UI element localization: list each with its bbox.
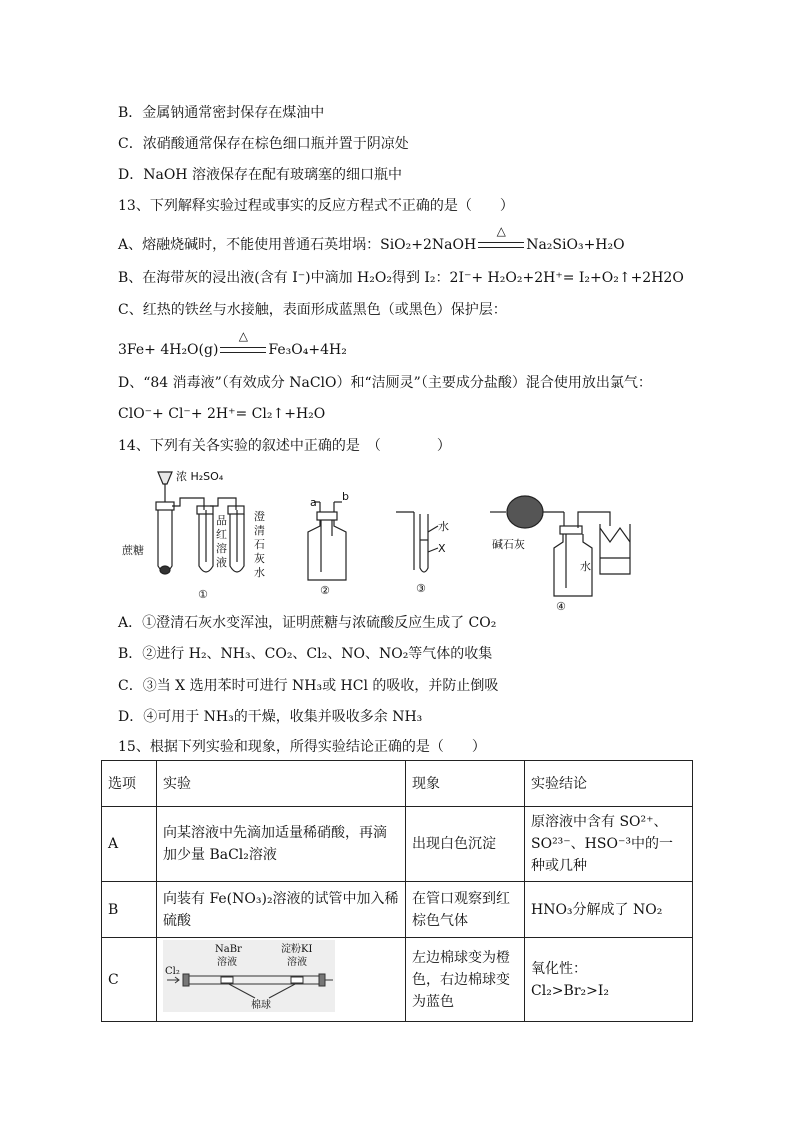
x-label: X: [438, 542, 446, 555]
conclusion-value: Cl₂>Br₂>I₂: [531, 982, 609, 999]
port-a-label: a: [310, 496, 317, 509]
q13-option-c-equation: [118, 329, 347, 359]
q14-option-d: D．④可用于 NH₃的干燥，收集并吸收多余 NH₃: [118, 709, 423, 725]
row-conclusion: [525, 938, 693, 1022]
pinred-label-2: 红: [216, 528, 227, 541]
q13-option-d-equation: ClO⁻+ Cl⁻+ 2H⁺= Cl₂↑+H₂O: [118, 406, 326, 422]
q12-option-b: B．金属钠通常密封保存在煤油中: [118, 105, 325, 121]
pinred-label-4: 液: [216, 556, 227, 569]
nabr-label-2: 溶液: [217, 957, 237, 968]
row-option: C: [102, 938, 157, 1022]
q13-c-right: Fe₃O₄+4H₂: [268, 342, 347, 358]
limewater-label-1: 澄: [254, 510, 265, 523]
table-row: [102, 938, 693, 1022]
apparatus-number-4: ④: [556, 600, 566, 613]
q14-option-a: A．①澄清石灰水变浑浊，证明蔗糖与浓硫酸反应生成了 CO₂: [118, 615, 497, 631]
q13-option-d: D、“84 消毒液”（有效成分 NaClO）和“洁厕灵”（主要成分盐酸）混合使用放出氯气：: [118, 375, 652, 391]
apparatus-figure: [120, 462, 680, 613]
row-option: B: [102, 882, 157, 938]
row-conclusion: HNO₃分解成了 NO₂: [525, 882, 693, 938]
q13-option-a: [118, 224, 625, 254]
limewater-label-3: 石: [254, 538, 265, 551]
row-phenomenon: 左边棉球变为橙色，右边棉球变为蓝色: [406, 938, 525, 1022]
q14-option-c: C．③当 X 选用苯时可进行 NH₃或 HCl 的吸收，并防止倒吸: [118, 678, 499, 694]
row-experiment-figure: [157, 938, 406, 1022]
limewater-label-2: 清: [254, 524, 265, 537]
q15-stem: 15、根据下列实验和现象，所得实验结论正确的是（ ）: [118, 739, 486, 755]
q13-a-left: SiO₂+2NaOH: [380, 237, 477, 253]
sodalime-label: 碱石灰: [492, 538, 525, 551]
q15-table: [101, 760, 693, 1022]
halogen-tube-figure: [163, 940, 335, 1012]
header-phenomenon: 现象: [406, 761, 525, 807]
row-conclusion: 原溶液中含有 SO²⁺、SO²³⁻、HSO⁻³中的一种或几种: [525, 807, 693, 882]
header-option: 选项: [102, 761, 157, 807]
cl2-label: Cl₂: [165, 966, 180, 977]
row-option: A: [102, 807, 157, 882]
q14-stem: 14、下列有关各实验的叙述中正确的是 （ ）: [118, 438, 451, 454]
q14-option-b: B．②进行 H₂、NH₃、CO₂、Cl₂、NO、NO₂等气体的收集: [118, 646, 493, 662]
row-phenomenon: 在管口观察到红棕色气体: [406, 882, 525, 938]
q13-b-text: B、在海带灰的浸出液(含有 I⁻)中滴加 H₂O₂得到 I₂：: [118, 270, 450, 286]
table-header-row: [102, 761, 693, 807]
sugar-label: 蔗糖: [122, 544, 144, 557]
q13-option-c: C、红热的铁丝与水接触，表面形成蓝黑色（或黑色）保护层：: [118, 302, 507, 318]
conclusion-title: 氧化性：: [531, 960, 587, 977]
acid-label: 浓 H₂SO₄: [176, 470, 224, 483]
row-experiment: 向某溶液中先滴加适量稀硝酸，再滴加少量 BaCl₂溶液: [157, 807, 406, 882]
table-row: [102, 807, 693, 882]
q13-a-text: A、熔融烧碱时，不能使用普通石英坩埚：: [118, 237, 381, 253]
row-experiment: 向装有 Fe(NO₃)₂溶液的试管中加入稀硫酸: [157, 882, 406, 938]
pinred-label-3: 溶: [216, 542, 227, 555]
q13-b-equation: 2I⁻+ H₂O₂+2H⁺= I₂+O₂↑+2H2O: [449, 270, 684, 286]
ki-label-1: 淀粉KI: [281, 944, 313, 955]
row-phenomenon: 出现白色沉淀: [406, 807, 525, 882]
port-b-label: b: [342, 490, 349, 503]
limewater-label-5: 水: [254, 566, 265, 579]
q12-option-c: C．浓硝酸通常保存在棕色细口瓶并置于阴凉处: [118, 136, 409, 152]
water4-label: 水: [580, 560, 591, 573]
cotton-label: 棉球: [251, 1000, 271, 1011]
pinred-label-1: 品: [216, 514, 227, 527]
heating-condition: △: [220, 342, 266, 356]
ki-label-2: 溶液: [287, 957, 307, 968]
apparatus-number-2: ②: [320, 584, 330, 597]
water-label: 水: [438, 520, 449, 533]
q13-c-left: 3Fe+ 4H₂O(g): [118, 342, 219, 358]
header-experiment: 实验: [157, 761, 406, 807]
q13-option-b: [118, 269, 684, 287]
q12-option-d: D．NaOH 溶液保存在配有玻璃塞的细口瓶中: [118, 167, 402, 183]
apparatus-number-1: ①: [198, 588, 208, 601]
table-row: [102, 882, 693, 938]
heating-condition: △: [478, 237, 524, 251]
nabr-label-1: NaBr: [215, 944, 242, 955]
q13-a-right: Na₂SiO₃+H₂O: [526, 237, 625, 253]
limewater-label-4: 灰: [254, 552, 265, 565]
q13-stem: 13、下列解释实验过程或事实的反应方程式不正确的是（ ）: [118, 198, 514, 214]
header-conclusion: 实验结论: [525, 761, 693, 807]
apparatus-number-3: ③: [416, 582, 426, 595]
